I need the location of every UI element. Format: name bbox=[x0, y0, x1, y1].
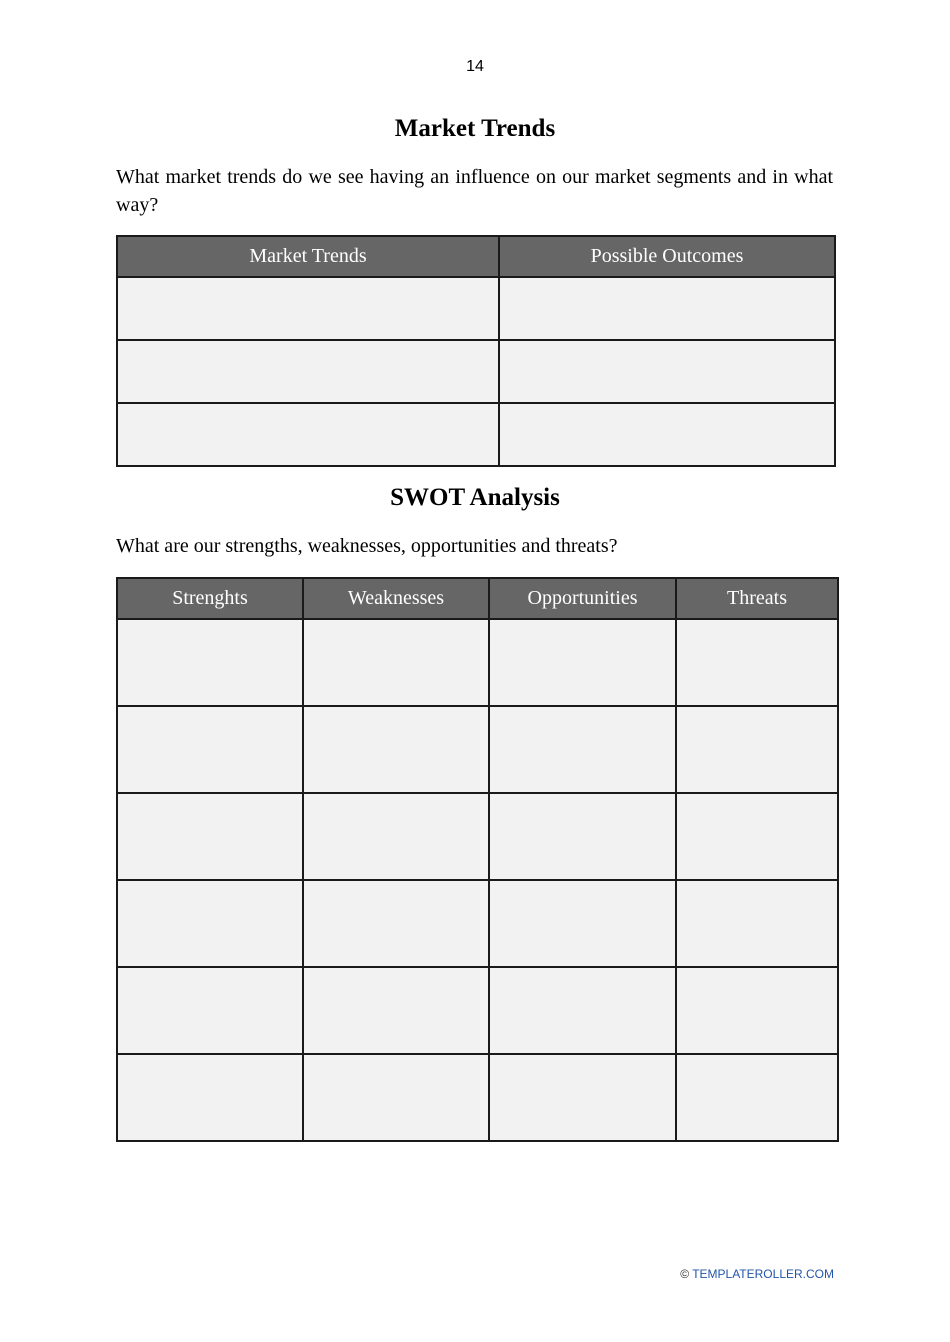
templateroller-link[interactable]: TEMPLATEROLLER.COM bbox=[692, 1267, 834, 1281]
column-header-possible-outcomes: Possible Outcomes bbox=[499, 236, 835, 277]
table-cell[interactable] bbox=[489, 619, 676, 706]
swot-analysis-title: SWOT Analysis bbox=[390, 484, 560, 511]
table-row bbox=[117, 1054, 838, 1141]
market-trends-title: Market Trends bbox=[394, 115, 556, 142]
market-trends-prompt: What market trends do we see having an influence on our market segments and in what way? bbox=[116, 166, 833, 216]
table-row bbox=[117, 403, 835, 466]
table-row bbox=[117, 706, 838, 793]
table-row bbox=[117, 880, 838, 967]
table-row bbox=[117, 340, 835, 403]
table-header-row bbox=[117, 578, 838, 619]
table-cell[interactable] bbox=[117, 277, 499, 340]
table-cell[interactable] bbox=[117, 967, 303, 1054]
table-cell[interactable] bbox=[676, 1054, 838, 1141]
table-cell[interactable] bbox=[117, 793, 303, 880]
column-header-strengths: Strenghts bbox=[117, 578, 303, 619]
column-header-market-trends: Market Trends bbox=[117, 236, 499, 277]
table-cell[interactable] bbox=[117, 619, 303, 706]
column-header-threats: Threats bbox=[676, 578, 838, 619]
table-row bbox=[117, 277, 835, 340]
market-trends-table bbox=[116, 235, 836, 467]
table-cell[interactable] bbox=[117, 706, 303, 793]
table-cell[interactable] bbox=[489, 967, 676, 1054]
table-row bbox=[117, 619, 838, 706]
table-cell[interactable] bbox=[489, 880, 676, 967]
table-cell[interactable] bbox=[303, 1054, 489, 1141]
table-cell[interactable] bbox=[489, 1054, 676, 1141]
table-cell[interactable] bbox=[117, 340, 499, 403]
table-row bbox=[117, 793, 838, 880]
table-cell[interactable] bbox=[117, 403, 499, 466]
table-cell[interactable] bbox=[499, 340, 835, 403]
table-cell[interactable] bbox=[676, 619, 838, 706]
table-cell[interactable] bbox=[117, 1054, 303, 1141]
column-header-opportunities: Opportunities bbox=[489, 578, 676, 619]
copyright-symbol: © bbox=[680, 1267, 690, 1281]
table-cell[interactable] bbox=[303, 706, 489, 793]
table-cell[interactable] bbox=[499, 403, 835, 466]
table-cell[interactable] bbox=[303, 880, 489, 967]
table-cell[interactable] bbox=[676, 967, 838, 1054]
table-cell[interactable] bbox=[303, 793, 489, 880]
table-cell[interactable] bbox=[489, 706, 676, 793]
table-row bbox=[117, 967, 838, 1054]
table-cell[interactable] bbox=[499, 277, 835, 340]
table-cell[interactable] bbox=[676, 793, 838, 880]
table-cell[interactable] bbox=[303, 619, 489, 706]
table-cell[interactable] bbox=[303, 967, 489, 1054]
table-cell[interactable] bbox=[676, 880, 838, 967]
footer bbox=[680, 1267, 834, 1281]
page-number: 14 bbox=[466, 58, 484, 75]
column-header-weaknesses: Weaknesses bbox=[303, 578, 489, 619]
table-cell[interactable] bbox=[117, 880, 303, 967]
table-header-row bbox=[117, 236, 835, 277]
table-cell[interactable] bbox=[489, 793, 676, 880]
swot-analysis-prompt: What are our strengths, weaknesses, opportunities and threats? bbox=[116, 535, 618, 557]
swot-table bbox=[116, 577, 839, 1142]
table-cell[interactable] bbox=[676, 706, 838, 793]
